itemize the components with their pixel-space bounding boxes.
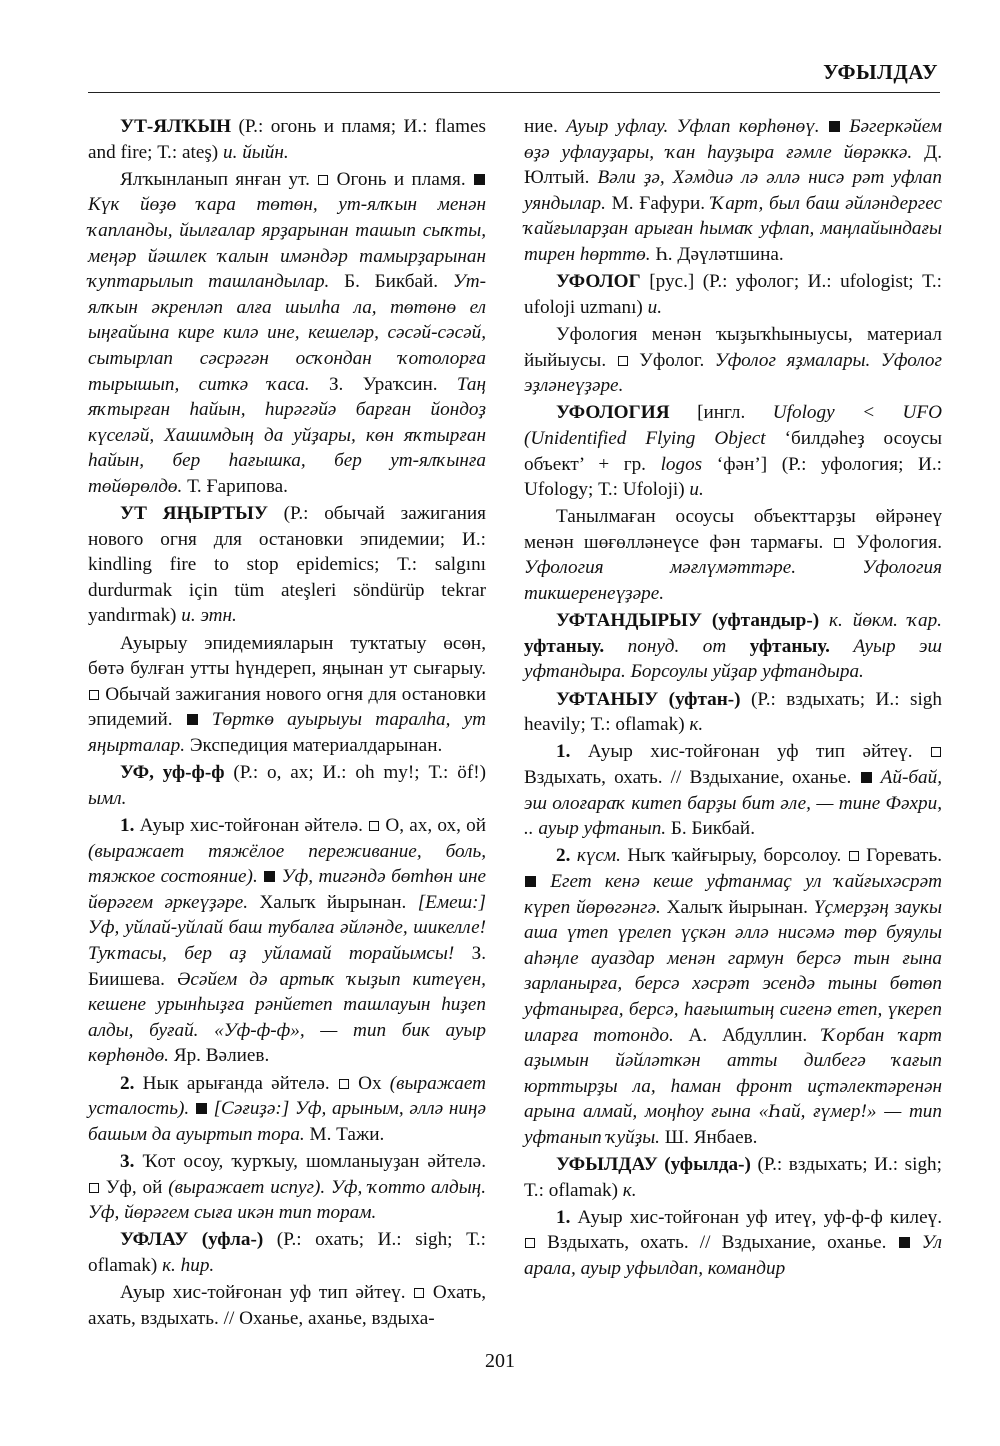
example-source: Экспедиция материалдарынан.	[185, 735, 443, 757]
entry-ufolog-body	[524, 322, 942, 399]
entry-ufologiya-body	[524, 504, 942, 606]
part-of-speech: күсм.	[570, 845, 621, 867]
definition: Ауырыу эпидемияларын туҡтатыу өсөн, бөтә булған утты һүндереп, яңынан ут сығарыу.	[88, 632, 486, 680]
etymology: (Р.: вздыхать; И.: sigh; Т.: oflamak)	[524, 1154, 942, 1201]
translation: ние.	[524, 116, 567, 137]
entry-uf-sense-2	[88, 1071, 486, 1148]
entry-uftandyryu	[524, 608, 942, 685]
part-of-speech: ымл.	[88, 787, 127, 809]
example: Уфолог яҙмалары. Уфолог эҙләнеүҙәре.	[524, 349, 942, 397]
entry-ufolog	[524, 269, 942, 320]
example-marker-icon	[829, 121, 840, 132]
sense-number: 1.	[556, 741, 571, 763]
cross-reference: уфтаныу.	[524, 635, 605, 657]
headword: УФ, уф-ф-ф	[120, 762, 225, 784]
sense-number: 1.	[120, 815, 135, 836]
example: Әсәйем дә артыҡ ҡыҙып китеүен, кешене урынһыҙға рәнйетеп ташлауын һиҙеп алды, буғай. «Уф-ф-ф», — тип бик ауыр көрһөндө.	[88, 968, 486, 1067]
example: Төрткө ауырыуы таралһа, ут яңырталар.	[88, 709, 486, 757]
sense-number: 1.	[556, 1206, 571, 1228]
example: Үҫмерҙәң заукы аша үтеп үрелеп үҫкән әллә нисәмә төр буяулы аһәңле ауаздар менән гармун берсә тын ғына зарланырға, берсә хәсрәт эсендә тыны бөтөп уфтанырға, берсә, һағыштың сигенә етеп, үкереп иларға тотондо.	[524, 896, 942, 1046]
cross-reference: уфтаныу.	[749, 635, 830, 657]
example-source: З. Ураҡсин.	[309, 373, 457, 395]
etymology: (Р.: охать; И.: sigh; Т.: oflamak)	[88, 1229, 486, 1276]
etymology: [ингл.	[669, 402, 773, 424]
example: Бәгеркәйем өҙә уфлауҙары, ҡан һауҙыра ғәмле йөрәккә.	[524, 116, 942, 163]
definition: Ауыр хис-тойғонан уф тип әйтеү.	[570, 741, 930, 763]
headword: УФЛАУ (уфла-)	[120, 1229, 264, 1251]
example-source: З. Биишева.	[88, 942, 486, 990]
entry-uf-sense-1	[88, 813, 486, 1069]
translation: Огонь и пламя.	[329, 168, 466, 190]
sense-number: 2.	[120, 1072, 135, 1094]
headword: УФТАНЫУ (уфтан-)	[556, 688, 741, 710]
part-of-speech: к.	[689, 714, 704, 736]
example: Ул арала, ауыр уфылдап, командир	[524, 1232, 943, 1280]
example: [Емеш:] Уф, уйлай-уйлай баш тубалға әйләнде, шикелле! Туҡтасы, бер аҙ уйламай торайымсы!	[88, 891, 486, 964]
translation-marker-icon	[931, 747, 941, 757]
translation: Уфология.	[845, 531, 942, 553]
etymology-italic: logos	[660, 453, 703, 475]
translation-marker-icon	[414, 1288, 424, 1298]
translation-marker-icon	[618, 356, 628, 366]
header-rule	[88, 92, 940, 93]
page-number: 201	[485, 1350, 515, 1372]
part-of-speech: и.	[647, 296, 663, 318]
gloss: (выражает испуг).	[168, 1176, 326, 1198]
example: Ҡарт, был баш әйләндергес ҡайғыларҙан арыған һымаҡ уфлап, маңлайындағы тирен һөрттө.	[524, 192, 942, 265]
definition: Уфология менән ҡыҙыҡһыныусы, материал йыйыусы.	[524, 323, 942, 371]
example-marker-icon	[196, 1103, 207, 1114]
etymology: (Р.: огонь и пламя; И.: flames and fire; Т.: ateş)	[88, 116, 486, 163]
translation: Вздыхать, охать. // Вздыхание, оханье.	[536, 1232, 898, 1254]
translation: Ох	[349, 1072, 390, 1094]
example-source: Халыҡ йырынан.	[660, 896, 814, 918]
entry-ufologiya	[524, 400, 942, 502]
definition: Ҡот осоу, ҡурҡыу, шомланыуҙан әйтелә.	[134, 1150, 486, 1172]
translation-marker-icon	[369, 821, 379, 831]
translation-marker-icon	[834, 538, 844, 548]
part-of-speech: и. йыйн.	[223, 141, 289, 163]
example: Егет кенә кеше уфтанмаҫ ул ҡайғыхәсрәт күреп йөрөгәнгә.	[524, 870, 942, 918]
part-of-speech: и. этн.	[181, 605, 237, 627]
definition: Нык арығанда әйтелә.	[134, 1072, 338, 1094]
definition: Танылмаған осоусы объекттарҙы өйрәнеү менән шөғөлләнеүсе фән тармағы.	[524, 506, 942, 553]
sense-number: 3.	[120, 1150, 135, 1172]
etymology: (Р.: вздыхать; И.: sigh heavily; Т.: oflamak)	[524, 688, 942, 736]
translation-marker-icon	[318, 175, 328, 185]
example-marker-icon	[474, 174, 485, 185]
etymology: [рус.] (Р.: уфолог; И.: ufologist; Т.: ufoloji uzmanı)	[524, 271, 942, 318]
part-of-speech: к. йөкм. ҡар.	[819, 610, 942, 632]
headword: УФОЛОГИЯ	[556, 402, 670, 424]
example-source: Б. Бикбай.	[666, 818, 755, 840]
example-marker-icon	[861, 772, 872, 783]
entry-uftanyu	[524, 687, 942, 738]
etymology: ‘фән’] (Р.: уфология; И.: Ufology; Т.: Ufoloji)	[524, 453, 942, 501]
example-source: Ш. Янбаев.	[659, 1126, 758, 1148]
translation-marker-icon	[849, 851, 859, 861]
example: Күк йөҙө ҡара төтөн, ут-ялҡын менән ҡапланды, йылғалар ярҙарынан ташып сыҡты, меңәр йәшлек ҡалын имәндәр тамырҙарынан ҡуптарылып ташландылар.	[88, 194, 486, 293]
translation: О, ах, ох, ой	[380, 815, 486, 836]
headword: УФОЛОГ	[556, 271, 641, 293]
part-of-speech: к.	[622, 1179, 637, 1201]
example-source: М. Ғафури.	[605, 192, 711, 214]
gloss: (выражает усталость).	[88, 1072, 486, 1120]
entry-ufyldau-sense-1	[524, 1205, 942, 1282]
headword: УФЫЛДАУ (уфылда-)	[556, 1154, 751, 1176]
headword: УТ-ЯЛҠЫН	[120, 116, 232, 137]
etymology: (Р.: о, ах; И.: oh my!; Т.: öf!)	[224, 762, 486, 784]
entry-ut-yanyrtyu	[88, 501, 486, 629]
example-source: Б. Бикбай.	[329, 271, 453, 293]
headword: УФТАНДЫРЫУ (уфтандыр-)	[556, 610, 820, 632]
part-of-speech: и.	[689, 479, 704, 501]
entry-uftanyu-sense-2	[524, 843, 942, 1150]
entry-ut-yalkyn	[88, 114, 486, 165]
entry-ut-yalkyn-body	[88, 167, 486, 500]
entry-ufyldau	[524, 1152, 942, 1203]
example-source: А. Абдуллин.	[673, 1024, 822, 1046]
example-source: Т. Ғарипова.	[182, 475, 288, 497]
running-head: УФЫЛДАУ	[823, 60, 938, 84]
right-column	[524, 114, 942, 1283]
entry-ut-yanyrtyu-body	[88, 631, 486, 759]
definition: Ауыр хис-тойғонан уф тип әйтеү.	[120, 1282, 414, 1304]
headword: УТ ЯҢЫРТЫУ	[120, 503, 268, 525]
example-marker-icon	[525, 876, 536, 887]
entry-uf	[88, 760, 486, 811]
example: Ауыр уфлау. Уфлап көрһөнөү.	[566, 116, 828, 137]
translation-marker-icon	[525, 1238, 535, 1248]
example: Ут-ялҡын әкренләп алға шылһа ла, төтөнө ел ыңғайына кире килә ине, кешеләр, сәсәй-сәсәй, сытырлап сәсрәгән осҡондан ҡотолорға тырышып, ситкә ҡаса.	[88, 271, 486, 395]
example: Вәли ҙә, Хәмдиә лә әллә нисә рәт уфлап уяндылар.	[524, 167, 942, 214]
entry-uflau-continued	[524, 114, 942, 268]
example-marker-icon	[187, 714, 198, 725]
example-marker-icon	[264, 871, 275, 882]
example: Ауыр эш уфтандыра. Борсоулы уйҙар уфтандыра.	[524, 635, 942, 683]
example: [Сәғиҙә:] Уф, арыным, әллә ниңә башым да ауыртып тора.	[88, 1098, 487, 1145]
entry-uflau-body	[88, 1280, 486, 1331]
translation: Уф, ой	[100, 1176, 169, 1198]
part-of-speech: понуд. от	[604, 635, 750, 657]
example-source: Яр. Вәлиев.	[168, 1045, 270, 1067]
definition: Ялҡынланып янған ут.	[120, 168, 318, 190]
entry-uf-sense-3	[88, 1149, 486, 1226]
definition: Ауыр хис-тойғонан уф итеү, уф-ф-ф килеү.	[570, 1206, 942, 1228]
example: Уф, ҡотто алдың. Уф, йөрәгем сыға икән тип торам.	[88, 1176, 486, 1224]
entry-uftanyu-sense-1	[524, 739, 942, 841]
example: Ҡорбан ҡарт аҙымын йәйләткән атты дилбегә ҡағып юрттырҙы ла, һаман фронт иҫтәлектәренән арына алмай, моңһоу ғына «Һай, ғүмер!» — тип уфтанып ҡуйҙы.	[524, 1024, 942, 1148]
translation: Обычай зажигания нового огня для остановки эпидемий.	[88, 683, 486, 731]
definition: Ауыр хис-тойғонан әйтелә.	[134, 815, 369, 836]
sense-number: 2.	[556, 845, 571, 867]
example-source: Һ. Дәүләтшина.	[650, 243, 784, 265]
left-column	[88, 114, 486, 1333]
translation-marker-icon	[89, 690, 99, 700]
definition: Ныҡ ҡайғырыу, борсолоу.	[620, 845, 848, 867]
entry-uflau	[88, 1227, 486, 1278]
example: Уф, тигәндә бөтһөн ине йөрәгем әркеүҙәре.	[88, 866, 487, 913]
etymology-italic: Ufology < UFO (Unidentified Flying Object	[524, 402, 942, 449]
part-of-speech: к. һир.	[162, 1254, 215, 1276]
example: Ай-бай, эш олоғараҡ китеп барҙы бит әле, — тине Фәхри, .. ауыр уфтанып.	[524, 767, 942, 840]
translation: Уфолог.	[628, 349, 715, 371]
example-source: М. Тажи.	[304, 1123, 385, 1145]
example-source: Халыҡ йырынан.	[248, 891, 418, 913]
gloss: (выражает тяжёлое переживание, боль, тяжкое состояние).	[88, 840, 486, 888]
etymology: (Р.: обычай зажигания нового огня для остановки эпидемии; И.: kindling fire to stop epidemics; Т.: salgını durdurmak için tüm ateşleri söndürüp tekrar yandırmak)	[88, 503, 486, 627]
example: Уфология мәғлүмәттәре. Уфология тикшеренеүҙәре.	[524, 557, 942, 605]
translation-marker-icon	[89, 1183, 99, 1193]
example: Таң яҡтырған һайын, һирәгәйә барған йондоҙ күселәй, Хашимдың да уйҙары, көн яҡтырған һайын, бер һағышка, бер ут-ялҡынға төйөрөлдө.	[88, 373, 486, 497]
etymology: ‘билдәһеҙ осоусы объект’ + гр.	[524, 427, 942, 475]
example-source: Д. Юлтый.	[524, 141, 943, 189]
translation: Горевать.	[859, 845, 942, 867]
translation: Охать, ахать, вздыхать. // Оханье, аханье, вздыха-	[88, 1282, 486, 1329]
translation: Вздыхать, охать. // Вздыхание, оханье.	[524, 767, 860, 788]
translation-marker-icon	[339, 1079, 349, 1089]
example-marker-icon	[899, 1237, 910, 1248]
